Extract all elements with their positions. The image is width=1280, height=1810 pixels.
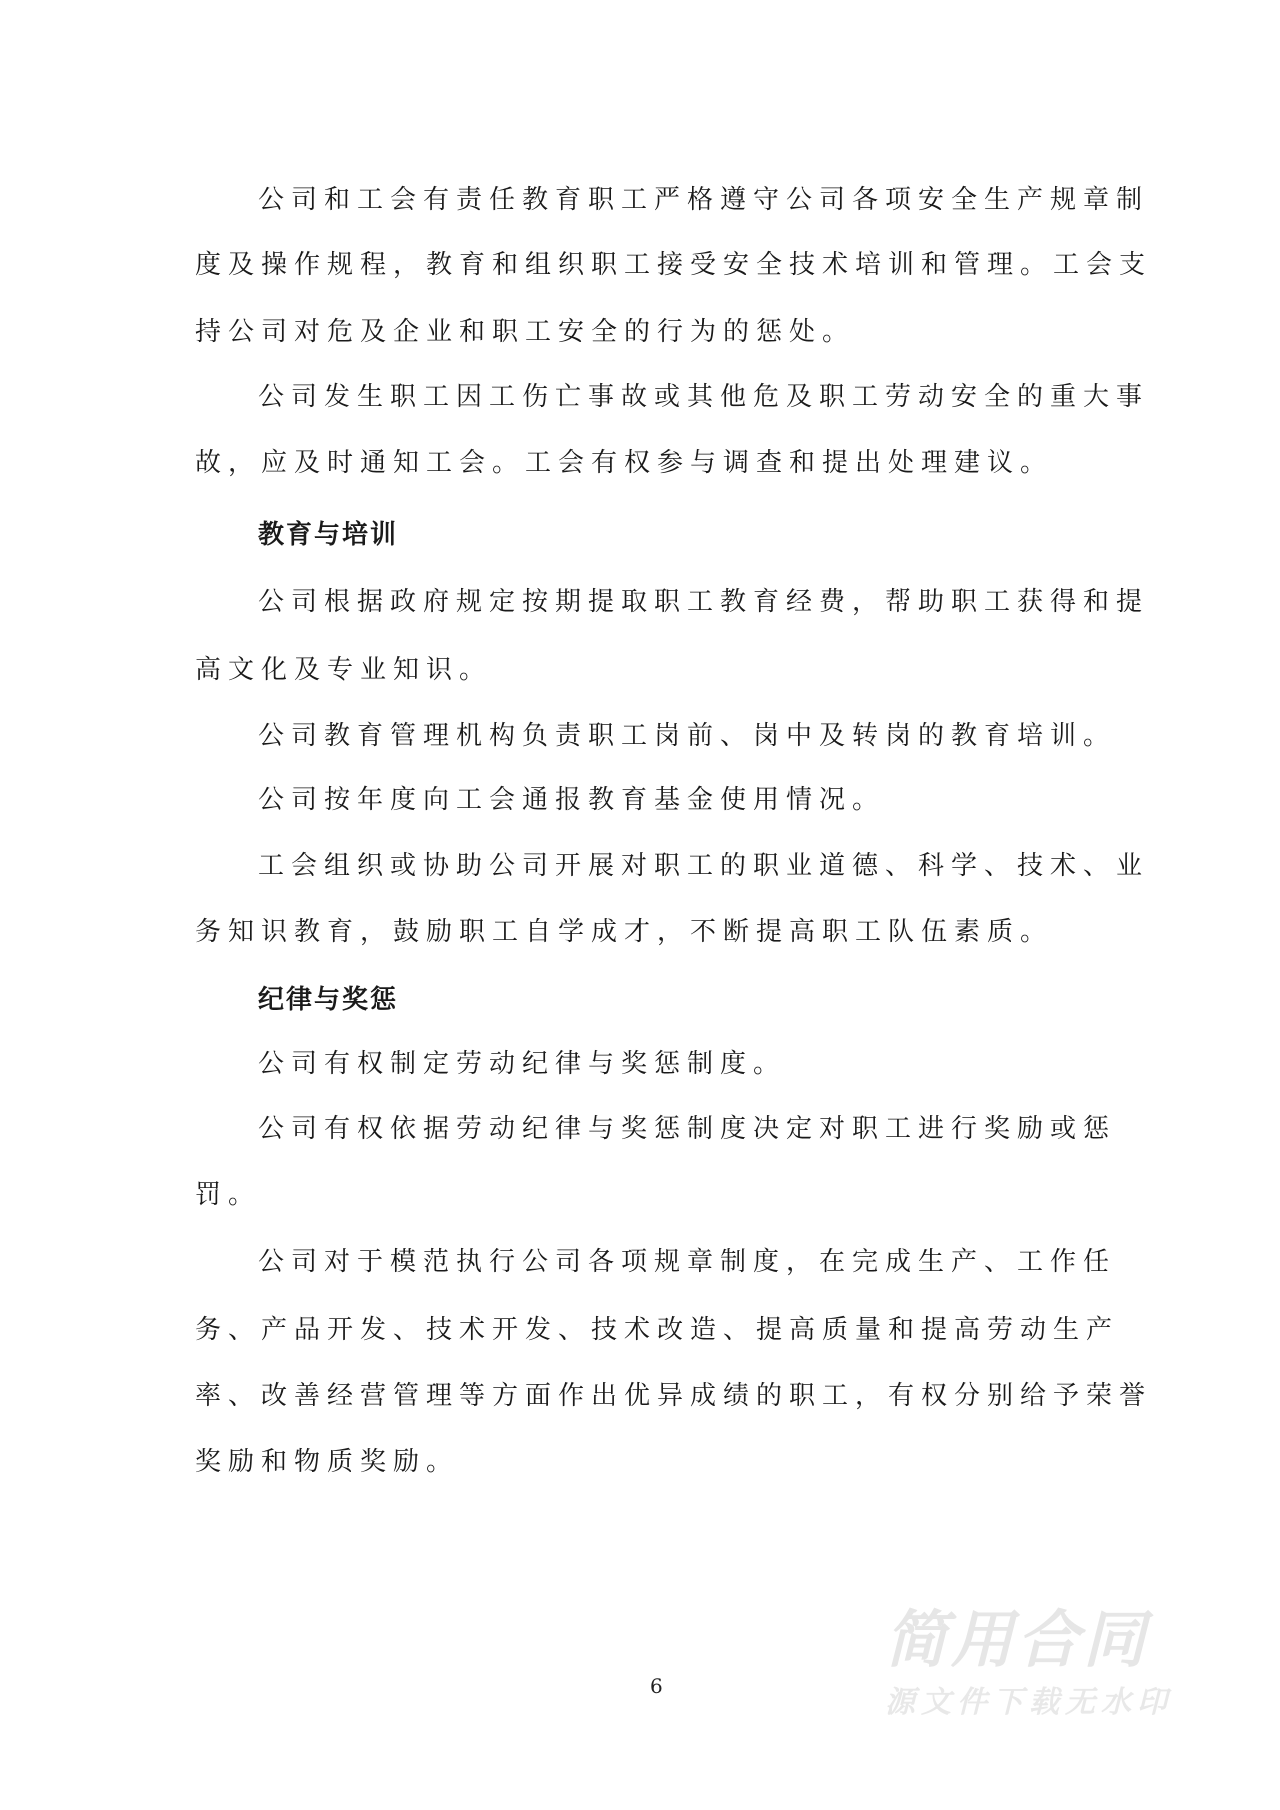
section-heading: 纪律与奖惩 — [258, 985, 399, 1015]
paragraph-line: 公司有权依据劳动纪律与奖惩制度决定对职工进行奖励或惩 — [258, 1114, 1117, 1144]
watermark-tagline: 源文件下载无水印 — [885, 1685, 1173, 1720]
paragraph-line: 公司按年度向工会通报教育基金使用情况。 — [258, 785, 886, 815]
paragraph-line: 公司和工会有责任教育职工严格遵守公司各项安全生产规章制 — [258, 185, 1150, 215]
page-number: 6 — [650, 1674, 663, 1698]
paragraph-line: 高文化及专业知识。 — [195, 655, 493, 685]
section-heading: 教育与培训 — [258, 520, 399, 550]
paragraph-line: 奖励和物质奖励。 — [195, 1447, 460, 1477]
paragraph-line: 公司对于模范执行公司各项规章制度，在完成生产、工作任 — [258, 1247, 1117, 1277]
paragraph-line: 公司发生职工因工伤亡事故或其他危及职工劳动安全的重大事 — [258, 382, 1150, 412]
paragraph-line: 度及操作规程，教育和组织职工接受安全技术培训和管理。工会支 — [195, 250, 1153, 280]
paragraph-line: 持公司对危及企业和职工安全的行为的惩处。 — [195, 317, 856, 347]
paragraph-line: 故，应及时通知工会。工会有权参与调查和提出处理建议。 — [195, 448, 1054, 478]
paragraph-line: 公司根据政府规定按期提取职工教育经费，帮助职工获得和提 — [258, 587, 1150, 617]
paragraph-line: 务知识教育，鼓励职工自学成才，不断提高职工队伍素质。 — [195, 917, 1054, 947]
watermark-brand: 简用合同 — [885, 1603, 1150, 1676]
paragraph-line: 工会组织或协助公司开展对职工的职业道德、科学、技术、业 — [258, 851, 1150, 881]
paragraph-line: 公司有权制定劳动纪律与奖惩制度。 — [258, 1049, 787, 1079]
paragraph-line: 罚。 — [195, 1180, 262, 1210]
paragraph-line: 务、产品开发、技术开发、技术改造、提高质量和提高劳动生产 — [195, 1315, 1120, 1345]
paragraph-line: 率、改善经营管理等方面作出优异成绩的职工，有权分别给予荣誉 — [195, 1381, 1153, 1411]
paragraph-line: 公司教育管理机构负责职工岗前、岗中及转岗的教育培训。 — [258, 721, 1117, 751]
